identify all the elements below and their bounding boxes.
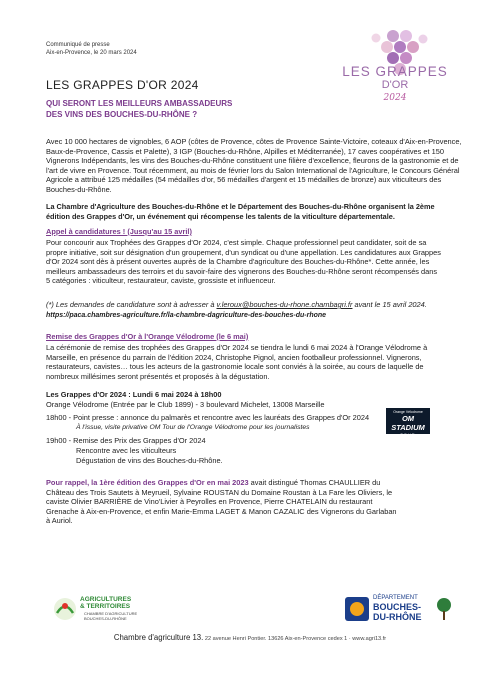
departement-logo-line-1: DÉPARTEMENT [373, 595, 418, 601]
intro-line: Baux-de-Provence, Cassis et Palette), 3 IGP (Bouches-du-Rhône, Alpilles et Méditerranée), 17 caves coopératives et 150 [46, 146, 444, 156]
press-release-label: Communiqué de presse [46, 42, 110, 48]
intro-line: Agricole a attribué 125 médailles (54 médailles d'or, 56 médailles d'argent et 15 médailles de bronze) aux viticulteurs des [46, 175, 442, 185]
chamber-logo-line-1: AGRICULTURES [80, 596, 132, 603]
call-line: Pour concourir aux Trophées des Grappes d'Or 2024, c'est simple. Chaque professionnel peut candidater, soit de sa [46, 238, 427, 247]
departement-logo [345, 593, 455, 629]
schedule-item-press-note: À l'issue, visite privative OM Tour de l'Orange Vélodrome pour les journalistes [76, 424, 310, 431]
departement-logo-line-2: BOUCHES- [373, 602, 422, 612]
remise-line: La cérémonie de remise des trophées des Grappes d'Or 2024 se tiendra le lundi 6 mai 2024 à l'Orange Vélodrome à [46, 343, 428, 352]
tree-icon [435, 597, 453, 621]
schedule-item-meet: Rencontre avec les viticulteurs [76, 446, 177, 455]
footer-address: 22 avenue Henri Pontier. 13626 Aix-en-Provence cedex 1 · www.agri13.fr [203, 636, 387, 642]
event-title: Les Grappes d'Or 2024 : Lundi 6 mai 2024 à 18h00 [46, 390, 222, 399]
om-stadium-tour-logo [386, 408, 430, 437]
om-badge-top: Orange Vélodrome [393, 410, 423, 414]
intro-line: Avec 10 000 hectares de vignobles, 6 AOP (côtes de Provence, côtes de Provence Sainte-Victoire, coteaux d'Aix-en-Provence, [46, 137, 462, 146]
remise-line: nombreux millésimes seront présentés et proposés à la dégustation. [46, 371, 270, 381]
recap-line: caviste Olivier BARRIÈRE de Vino'Livier à Peyrolles en Provence, Pierre CHATELAIN du restaurant [46, 497, 373, 507]
press-release-date: Aix-en-Provence, le 20 mars 2024 [46, 50, 137, 56]
event-venue: Orange Vélodrome (Entrée par le Club 1899) - 3 boulevard Michelet, 13008 Marseille [46, 400, 325, 409]
call-note [46, 300, 476, 310]
footer [80, 633, 420, 642]
om-badge-main: OM STADIUM [391, 414, 425, 432]
call-heading: Appel à candidatures ! (Jusqu'au 15 avril) [46, 227, 192, 236]
intro-line: l'art de vivre en Provence. Tout récemment, au mois de février lors du Salon International de l'Agriculture, le Concours Général [46, 165, 460, 175]
organiser-line: La Chambre d'Agriculture des Bouches-du-Rhône et le Département des Bouches-du-Rhône organisent la 2ème [46, 202, 435, 211]
chamber-logo-line-2: & TERRITOIRES [80, 603, 131, 610]
chamber-logo-icon [52, 596, 78, 622]
schedule-item-tasting: Dégustation de vins des Bouches-du-Rhône. [76, 456, 223, 465]
remise-line: Marseille, en présence du parrain de l'édition 2024, Christophe Pignol, ancien footballeur professionnel. Vignerons, [46, 352, 422, 362]
om-badge-sub: TOUR [400, 432, 416, 437]
schedule-item-press: 18h00 - Point presse : annonce du palmarès et rencontre avec les lauréats des Grappes d'Or 2024 [46, 413, 370, 422]
recap-text: avait distingué Thomas CHAULLIER du [248, 478, 381, 487]
chamber-logo-line-3: CHAMBRE D'AGRICULTURE [84, 611, 138, 616]
call-note-text: (*) Les demandes de candidature sont à adresser à [46, 300, 217, 309]
call-paragraph [46, 238, 466, 286]
logo-title: LES GRAPPES [342, 64, 448, 79]
chamber-logo-line-4: BOUCHES-DU-RHÔNE [84, 616, 127, 621]
remise-paragraph [46, 343, 466, 381]
subtitle-line-1: QUI SERONT LES MEILLEURS AMBASSADEURS [46, 99, 233, 108]
departement-emblem-icon [345, 597, 369, 621]
intro-line: Bouches-du-Rhône. [46, 184, 112, 194]
call-line: propre initiative, soit sur désignation d'un groupement, d'un syndicat ou d'une appellation. Les candidatures aux Grappes [46, 247, 441, 257]
logo-year: 2024 [383, 93, 407, 103]
recap-line: à Auriol. [46, 516, 73, 526]
call-note-deadline: avant le 15 avril 2024. [352, 300, 427, 309]
recap-line: Grenache à Aix-en-Provence, et enfin Marie-Emma LAGET & Manon CAZALIC des Vignerons du Garlaban [46, 506, 397, 516]
remise-line: restaurateurs, cavistes… tous les acteurs de la gastronomie locale sont conviés à la soirée, au cours de laquelle de [46, 362, 424, 372]
intro-paragraph [46, 137, 466, 195]
logo-subtitle: D'OR [381, 79, 409, 91]
footer-organisation: Chambre d'agriculture 13. [113, 633, 204, 642]
schedule-item-ceremony: 19h00 - Remise des Prix des Grappes d'Or 2024 [46, 436, 206, 445]
recap-paragraph [46, 478, 476, 526]
organiser-line: édition des Grappes d'Or, un événement qui récompense les talents de la viticulture départementale. [46, 211, 395, 221]
chamber-url-link[interactable]: https://paca.chambres-agriculture.fr/la-chambre-dagriculture-des-bouches-du-rhone [46, 312, 327, 319]
call-line: d'Or 2024 sont dès à présent ouvertes auprès de la Chambre d'agriculture des Bouches-du-Rhône*. Cette année, les [46, 257, 430, 267]
chamber-agriculture-logo [52, 594, 152, 628]
remise-heading: Remise des Grappes d'Or à l'Orange Vélodrome (le 6 mai) [46, 332, 249, 341]
intro-line: Vignerons Indépendants, les vins des Bouches-du-Rhône constituent une filière d'excellence, fleurons de la gastronomie et de [46, 156, 459, 166]
call-line: 5 catégories : viticulteur, restaurateur, caviste, grossiste et influenceur. [46, 276, 276, 286]
subtitle-line-2: DES VINS DES BOUCHES-DU-RHÔNE ? [46, 110, 198, 119]
departement-logo-line-3: DU-RHÔNE [373, 612, 422, 622]
contact-email-link[interactable]: v.leroux@bouches-du-rhone.chambagri.fr [216, 300, 353, 309]
recap-line: Château des Trois Sautets à Meyrueil, Sylvaine ROUSTAN du Domaine Roustan à La Fare les Oliviers, le [46, 487, 393, 497]
organiser-paragraph [46, 202, 466, 221]
recap-highlight: Pour rappel, la 1ère édition des Grappes d'Or en mai 2023 [46, 478, 249, 487]
call-line: meilleurs ambassadeurs des terroirs et du savoir-faire des vignerons des Bouches-du-Rhône seront récompensés dans [46, 266, 438, 276]
page-title: LES GRAPPES D'OR 2024 [46, 78, 199, 92]
